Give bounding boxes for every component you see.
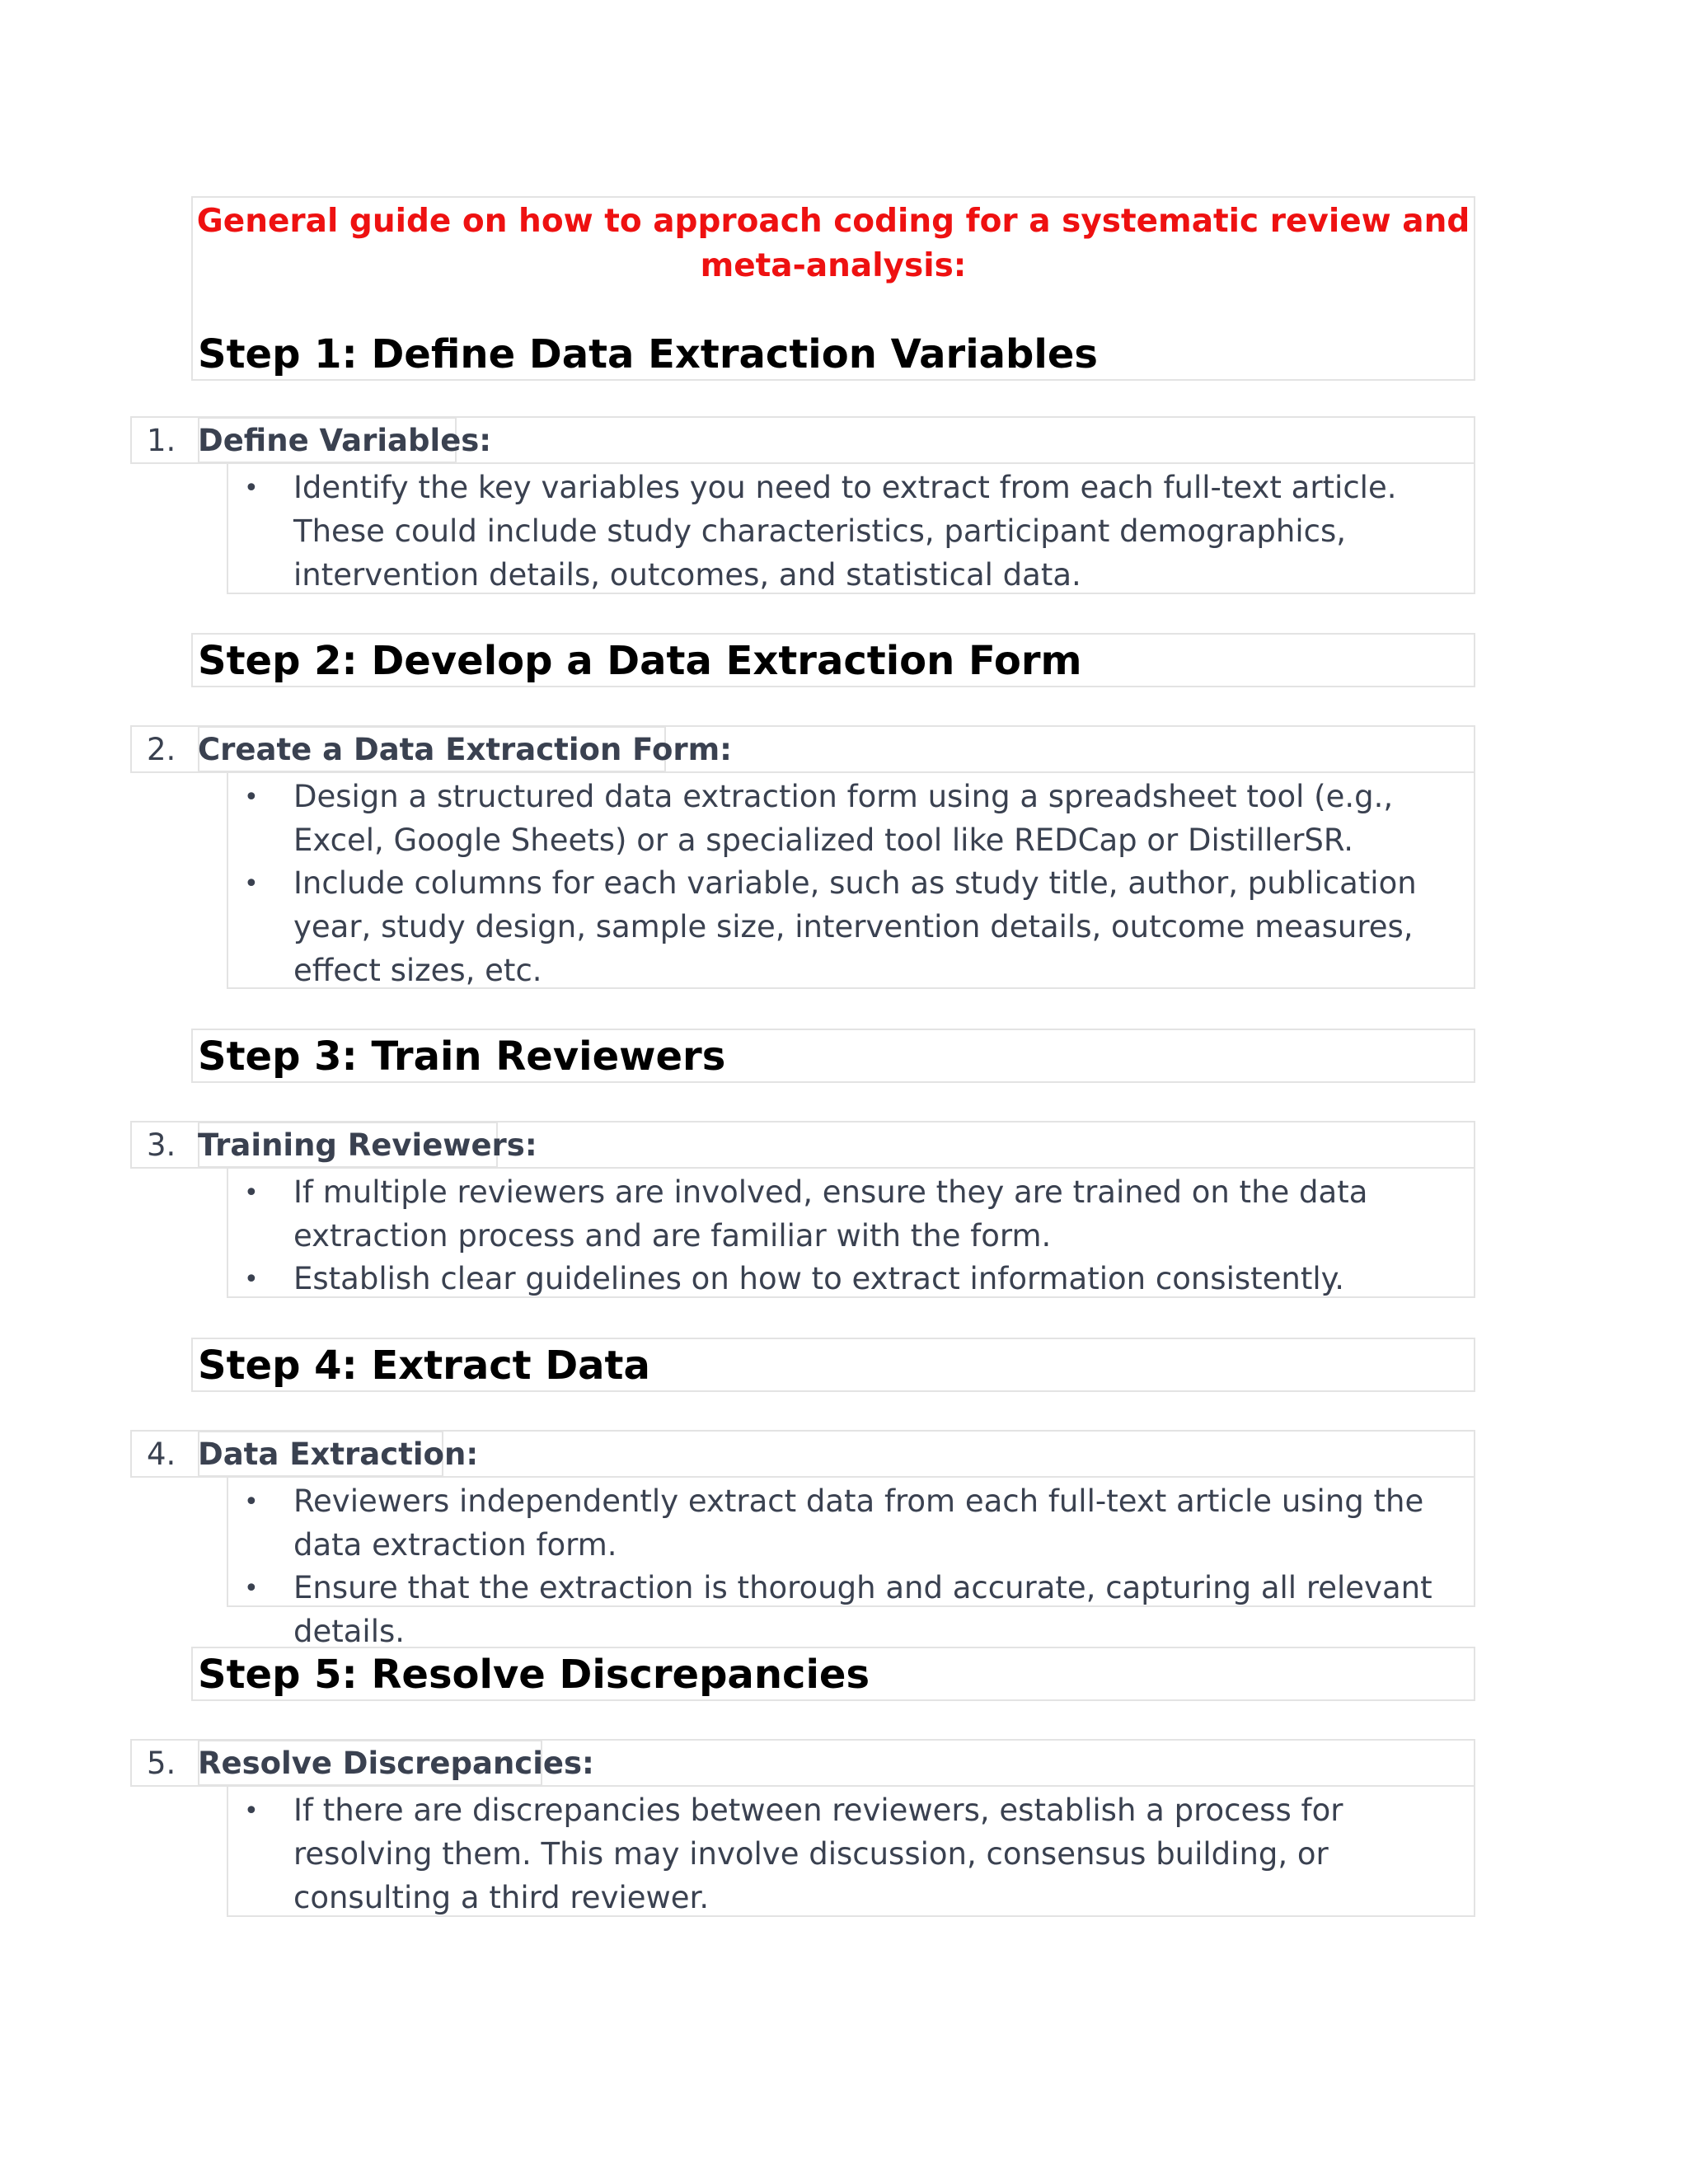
step-4-item-title: Data Extraction: — [198, 1436, 479, 1472]
step-3-list-number: 3. — [147, 1127, 176, 1163]
step-5-item-title: Resolve Discrepancies: — [198, 1746, 594, 1781]
step-4-bullet-2: Ensure that the extraction is thorough and accurate, capturing all relevant details. — [293, 1570, 1432, 1649]
step-2-bullet-1: Design a structured data extraction form using a spreadsheet tool (e.g., Excel, Google Sheets) or a specialized tool like REDCap or DistillerSR. — [293, 779, 1394, 858]
step-2-heading: Step 2: Develop a Data Extraction Form — [198, 638, 1082, 684]
step-5-heading: Step 5: Resolve Discrepancies — [198, 1652, 870, 1698]
bullet-marker: • — [244, 783, 259, 812]
step-4-bullet-1: Reviewers independently extract data from each full-text article using the data extraction form. — [293, 1483, 1424, 1563]
step-1-heading: Step 1: Define Data Extraction Variables — [198, 331, 1098, 377]
bullet-marker: • — [244, 1265, 259, 1294]
document-title: General guide on how to approach coding for a systematic review and meta-analysis: — [196, 203, 1470, 284]
step-1-item-title: Define Variables: — [198, 423, 492, 458]
bullet-marker: • — [244, 474, 259, 503]
step-4-list-number: 4. — [147, 1436, 176, 1472]
step-3-heading: Step 3: Train Reviewers — [198, 1033, 726, 1080]
step-5-list-number: 5. — [147, 1746, 176, 1781]
bullet-marker: • — [244, 869, 259, 898]
step-2-bullet-2: Include columns for each variable, such as study title, author, publication year, study design, sample size, intervention details, outcome measures, effect sizes, etc. — [293, 865, 1417, 988]
step-2-list-number: 2. — [147, 732, 176, 767]
step-3-bullet-1: If multiple reviewers are involved, ensure they are trained on the data extraction process and are familiar with the form. — [293, 1174, 1368, 1254]
step-3-bullet-2: Establish clear guidelines on how to extract information consistently. — [293, 1261, 1345, 1296]
bullet-marker: • — [244, 1797, 259, 1825]
bullet-marker: • — [244, 1488, 259, 1516]
bullet-marker: • — [244, 1179, 259, 1207]
step-1-list-number: 1. — [147, 423, 176, 458]
step-4-heading: Step 4: Extract Data — [198, 1343, 650, 1389]
step-1-bullet-1: Identify the key variables you need to extract from each full-text article. These could include study characteristics, participant demographics, intervention details, outcomes, and statistical data. — [293, 470, 1397, 593]
step-5-bullet-1: If there are discrepancies between reviewers, establish a process for resolving them. This may involve discussion, consensus building, or consulting a third reviewer. — [293, 1793, 1343, 1915]
bullet-marker: • — [244, 1574, 259, 1603]
step-3-item-title: Training Reviewers: — [198, 1127, 537, 1163]
step-2-item-title: Create a Data Extraction Form: — [198, 732, 732, 767]
